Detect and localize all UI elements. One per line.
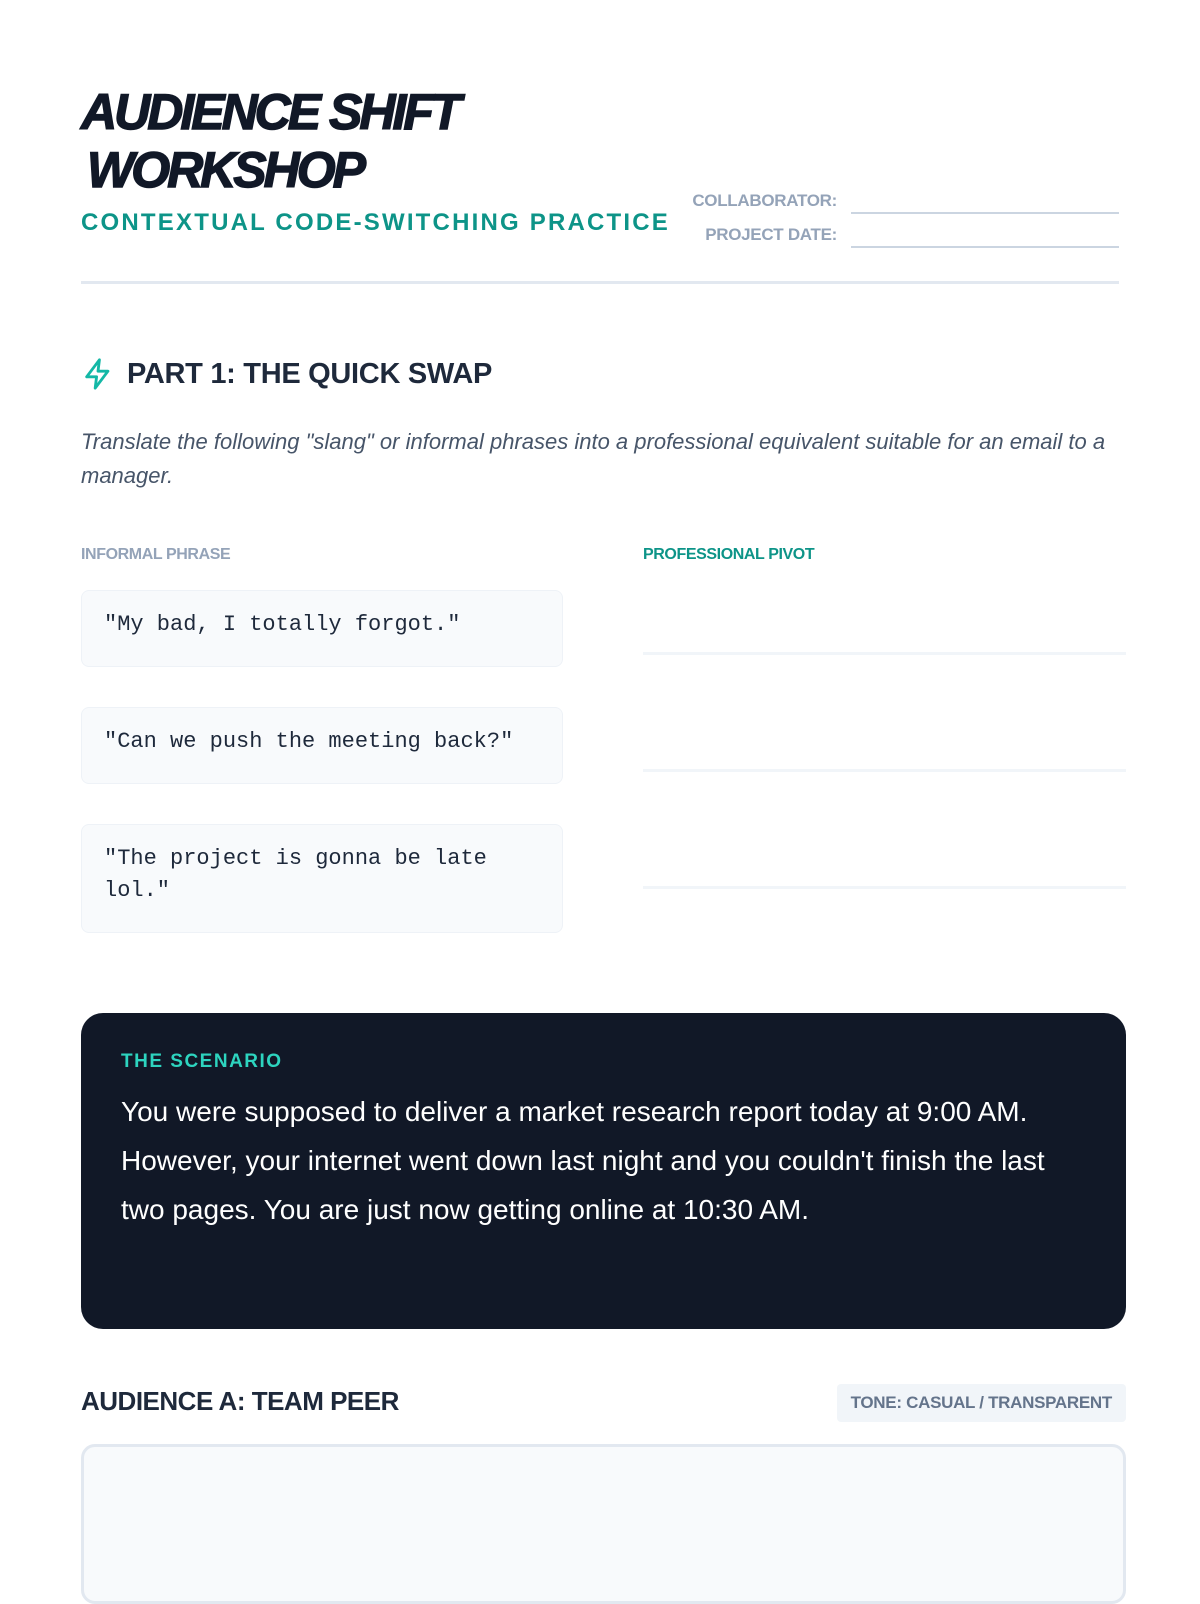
professional-answer-line-2[interactable] (643, 769, 1126, 772)
project-date-field[interactable] (851, 220, 1119, 248)
informal-phrase-2: "Can we push the meeting back?" (81, 707, 563, 784)
worksheet-header (81, 0, 1119, 284)
professional-answer-line-1[interactable] (643, 652, 1126, 655)
title-line-1: AUDIENCE SHIFT (81, 84, 459, 140)
tone-badge: TONE: CASUAL / TRANSPARENT (837, 1384, 1126, 1422)
project-date-label: PROJECT DATE: (705, 225, 837, 244)
page-title (81, 83, 458, 199)
collaborator-row (679, 180, 1119, 214)
professional-answer-line-3[interactable] (643, 886, 1126, 889)
title-line-2: WORKSHOP (87, 142, 363, 198)
part1-instructions: Translate the following "slang" or informal phrases into a professional equivalent suitable for an email to a manager. (81, 429, 1106, 488)
audience-a-response-box[interactable] (81, 1444, 1126, 1604)
audience-a-title: AUDIENCE A: TEAM PEER (81, 1386, 399, 1416)
part1-heading (81, 357, 492, 391)
meta-fields (679, 180, 1119, 248)
scenario-label: THE SCENARIO (121, 1051, 283, 1072)
lightning-bolt-icon (81, 357, 115, 391)
scenario-text: You were supposed to deliver a market research report today at 9:00 AM. However, your internet went down last night and you couldn't finish the last two pages. You are just now getting online at 10:30 AM. (121, 1096, 1045, 1225)
informal-phrase-1: "My bad, I totally forgot." (81, 590, 563, 667)
project-date-row (679, 214, 1119, 248)
professional-column-header: PROFESSIONAL PIVOT (643, 546, 815, 563)
informal-phrase-3: "The project is gonna be late lol." (81, 824, 563, 933)
collaborator-field[interactable] (851, 186, 1119, 214)
collaborator-label: COLLABORATOR: (692, 191, 837, 210)
part1-title: PART 1: THE QUICK SWAP (127, 357, 493, 390)
scenario-card (81, 1013, 1126, 1329)
informal-column-header: INFORMAL PHRASE (81, 546, 231, 563)
page-subtitle: CONTEXTUAL CODE-SWITCHING PRACTICE (81, 209, 671, 236)
